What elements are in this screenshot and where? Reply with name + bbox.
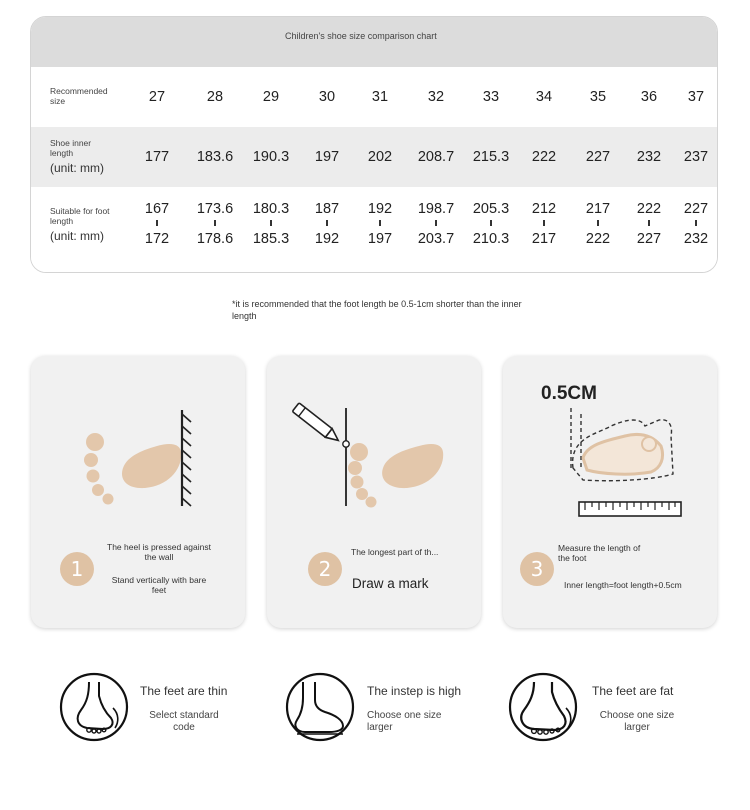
range-separator	[214, 220, 216, 226]
foot-length-label: Suitable for foot length (unit: mm)	[50, 206, 130, 243]
step-number-3: 3	[520, 552, 554, 586]
inner-length-cell: 237	[683, 149, 709, 165]
inner-length-cell: 232	[636, 149, 662, 165]
step-card-3	[503, 356, 717, 628]
size-cell: 32	[427, 89, 445, 105]
step-3-text-b: Inner length=foot length+0.5cm	[564, 580, 682, 590]
foot-length-min-cell: 192	[367, 201, 393, 217]
range-separator	[435, 220, 437, 226]
foot-length-min-cell: 205.3	[472, 201, 510, 217]
inner-length-cell: 227	[585, 149, 611, 165]
size-cell: 36	[640, 89, 658, 105]
foot-length-max-cell: 210.3	[472, 231, 510, 247]
foot-length-row	[31, 187, 717, 272]
foot-length-max-cell: 222	[585, 231, 611, 247]
foot-length-max-cell: 232	[683, 231, 709, 247]
high-instep-icon	[285, 672, 355, 742]
size-cell: 33	[482, 89, 500, 105]
inner-length-cell: 190.3	[252, 149, 290, 165]
size-cell: 34	[535, 89, 553, 105]
foot-length-min-cell: 227	[683, 201, 709, 217]
inner-length-cell: 208.7	[417, 149, 455, 165]
inner-length-cell: 197	[314, 149, 340, 165]
range-separator	[379, 220, 381, 226]
fat-foot-icon	[508, 672, 578, 742]
size-cell: 31	[371, 89, 389, 105]
range-separator	[490, 220, 492, 226]
foot-type-3-title: The feet are fat	[592, 684, 674, 698]
inner-length-cell: 202	[367, 149, 393, 165]
inner-length-cell: 177	[144, 149, 170, 165]
size-cell: 35	[589, 89, 607, 105]
step-1-text-b: Stand vertically with bare feet	[111, 575, 207, 595]
foot-length-min-cell: 173.6	[196, 201, 234, 217]
foot-length-max-cell: 203.7	[417, 231, 455, 247]
chart-title: Children's shoe size comparison chart	[285, 31, 437, 41]
foot-type-1-sub: Select standard code	[149, 710, 219, 733]
recommended-size-label: Recommended size	[50, 86, 108, 106]
step-card-2	[267, 356, 481, 628]
foot-type-2-sub: Choose one size larger	[367, 710, 442, 733]
range-separator	[695, 220, 697, 226]
step-1-text-a: The heel is pressed against the wall	[107, 542, 211, 562]
step-3-text-a: Measure the length of the foot	[558, 543, 641, 563]
foot-length-max-cell: 178.6	[196, 231, 234, 247]
measure-label-0-5cm: 0.5CM	[541, 383, 597, 404]
foot-length-min-cell: 187	[314, 201, 340, 217]
inner-length-row	[31, 127, 717, 187]
thin-foot-icon	[59, 672, 129, 742]
foot-length-min-cell: 167	[144, 201, 170, 217]
size-cell: 30	[318, 89, 336, 105]
foot-type-3-sub: Choose one size larger	[599, 710, 675, 733]
foot-length-min-cell: 180.3	[252, 201, 290, 217]
inner-length-unit: (unit: mm)	[50, 161, 104, 175]
range-separator	[648, 220, 650, 226]
foot-length-max-cell: 197	[367, 231, 393, 247]
size-cell: 37	[687, 89, 705, 105]
foot-length-min-cell: 222	[636, 201, 662, 217]
inner-length-label: Shoe inner length (unit: mm)	[50, 138, 110, 175]
foot-length-max-cell: 217	[531, 231, 557, 247]
inner-length-cell: 215.3	[472, 149, 510, 165]
inner-length-cell: 183.6	[196, 149, 234, 165]
foot-length-max-cell: 227	[636, 231, 662, 247]
step-number-2: 2	[308, 552, 342, 586]
recommended-size-row	[31, 67, 717, 127]
foot-length-min-cell: 212	[531, 201, 557, 217]
foot-type-2-title: The instep is high	[367, 684, 462, 698]
chart-header	[31, 17, 717, 67]
foot-length-min-cell: 198.7	[417, 201, 455, 217]
range-separator	[270, 220, 272, 226]
range-separator	[156, 220, 158, 226]
size-cell: 29	[262, 89, 280, 105]
range-separator	[597, 220, 599, 226]
size-chart	[30, 16, 718, 273]
foot-type-1-title: The feet are thin	[140, 684, 228, 698]
foot-length-min-cell: 217	[585, 201, 611, 217]
size-note: *it is recommended that the foot length be 0.5-1cm shorter than the inner length	[232, 299, 522, 321]
foot-length-unit: (unit: mm)	[50, 229, 104, 243]
step-card-1	[31, 356, 245, 628]
foot-length-max-cell: 185.3	[252, 231, 290, 247]
inner-length-cell: 222	[531, 149, 557, 165]
foot-length-max-cell: 172	[144, 231, 170, 247]
size-cell: 28	[206, 89, 224, 105]
range-separator	[326, 220, 328, 226]
step-2-text-b: Draw a mark	[352, 576, 429, 591]
foot-length-max-cell: 192	[314, 231, 340, 247]
size-cell: 27	[148, 89, 166, 105]
step-2-text-a: The longest part of th...	[351, 547, 439, 557]
step-number-1: 1	[60, 552, 94, 586]
range-separator	[543, 220, 545, 226]
